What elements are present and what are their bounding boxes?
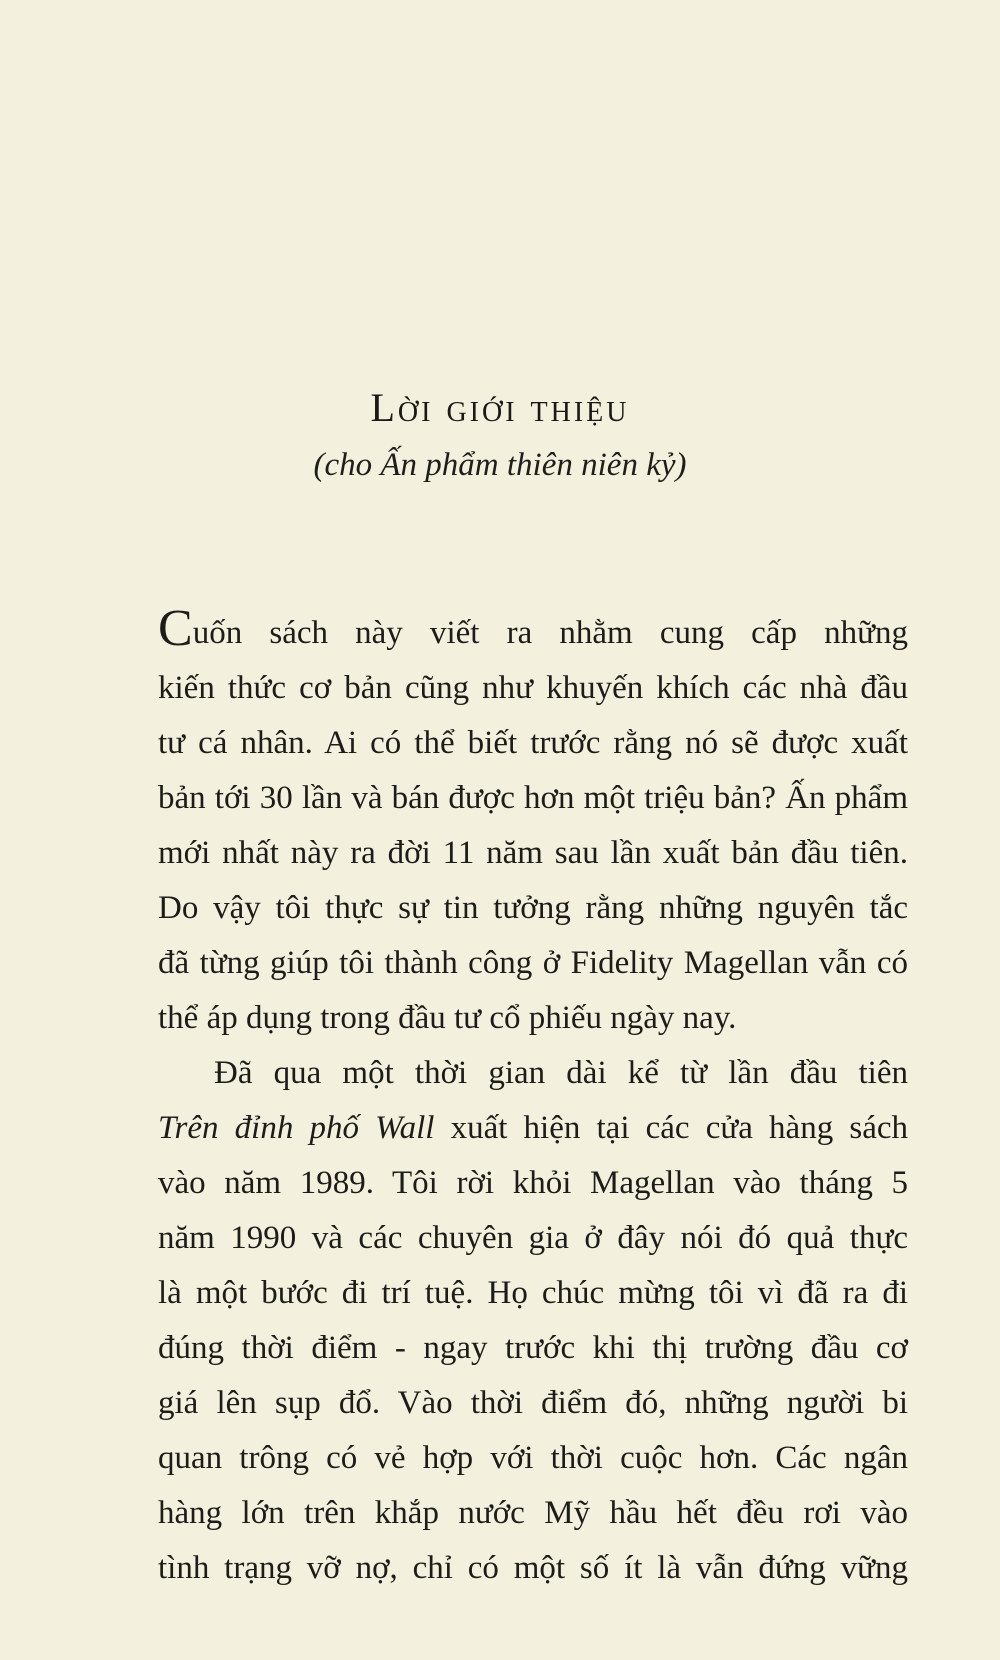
text-line: kiến thức cơ bản cũng như khuyến khích các nhà đầu xyxy=(158,670,908,706)
book-title-italic: Trên đỉnh phố Wall xyxy=(158,1110,435,1146)
text-line: đã từng giúp tôi thành công ở Fidelity Magellan vẫn có xyxy=(158,945,908,981)
text-line: đúng thời điểm - ngay trước khi thị trường đầu cơ xyxy=(158,1330,908,1366)
text-line: Đã qua một thời gian dài kể từ lần đầu tiên xyxy=(214,1055,908,1091)
text-line: quan trông có vẻ hợp với thời cuộc hơn. Các ngân xyxy=(158,1440,908,1476)
chapter-subtitle: (cho Ấn phẩm thiên niên kỷ) xyxy=(313,447,687,483)
text-line: hàng lớn trên khắp nước Mỹ hầu hết đều rơi vào xyxy=(158,1495,908,1531)
drop-cap: C xyxy=(158,600,193,657)
text-line: tình trạng vỡ nợ, chỉ có một số ít là vẫn đứng vững xyxy=(158,1550,908,1586)
text-line: giá lên sụp đổ. Vào thời điểm đó, những người bi xyxy=(158,1385,908,1421)
text-line: là một bước đi trí tuệ. Họ chúc mừng tôi vì đã ra đi xyxy=(158,1275,908,1311)
body-text xyxy=(158,600,908,1596)
text-line: mới nhất này ra đời 11 năm sau lần xuất bản đầu tiên. xyxy=(158,835,908,871)
text-line-content: xuất hiện tại các cửa hàng sách xyxy=(434,1110,908,1146)
text-line xyxy=(158,600,908,661)
text-line xyxy=(158,1101,908,1156)
text-line: vào năm 1989. Tôi rời khỏi Magellan vào tháng 5 xyxy=(158,1165,908,1201)
text-line: bản tới 30 lần và bán được hơn một triệu bản? Ấn phẩm xyxy=(158,780,908,816)
text-line: năm 1990 và các chuyên gia ở đây nói đó quả thực xyxy=(158,1220,908,1256)
text-line-content: uốn sách này viết ra nhằm cung cấp những xyxy=(192,615,908,651)
text-line: tư cá nhân. Ai có thể biết trước rằng nó sẽ được xuất xyxy=(158,725,908,761)
chapter-title: Lời giới thiệu xyxy=(370,385,630,430)
text-line: Do vậy tôi thực sự tin tưởng rằng những nguyên tắc xyxy=(158,890,908,926)
text-line: thể áp dụng trong đầu tư cổ phiếu ngày nay. xyxy=(158,1000,737,1036)
